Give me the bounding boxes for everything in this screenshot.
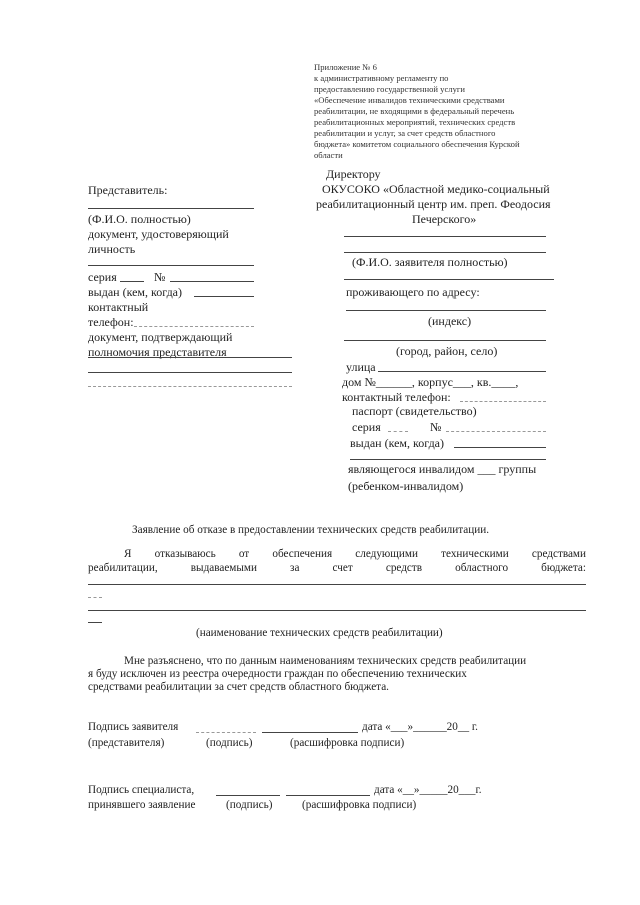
appendix-number: Приложение № 6 [314,62,377,72]
specialist-date: дата «__»_____20___г. [374,784,482,796]
explanation-line: средствами реабилитации за счет средств областного бюджета. [88,681,389,693]
residing-label: проживающего по адресу: [346,285,480,299]
series-label: серия [352,420,381,434]
appendix-line: области [314,150,343,160]
applicant-decode-line [262,732,358,733]
contact-label: контактный [88,300,149,314]
addressee-org: Печерского» [412,212,477,226]
authority-line [88,357,292,358]
id-doc-label: личность [88,242,136,256]
child-invalid-label: (ребенком-инвалидом) [348,479,464,493]
authority-line-2 [88,372,292,373]
appendix-line: реабилитационных мероприятий, технических средств [314,117,516,127]
applicant-signature-label: Подпись заявителя [88,721,179,733]
series-line [388,431,408,432]
representative-fio-caption: (Ф.И.О. полностью) [88,212,191,226]
index-caption: (индекс) [428,314,472,328]
index-line [346,310,546,311]
equipment-caption: (наименование технических средств реабилитации) [196,627,443,639]
representative-label: Представитель: [88,183,168,197]
appendix-line: к административному регламенту по [314,73,449,83]
authority-line-3 [88,386,292,387]
representative-caption: (представителя) [88,737,165,749]
rep-number-label: № [154,270,166,284]
appendix-line: «Обеспечение инвалидов техническими средствами [314,95,505,105]
applicant-sign-caption: (подпись) [206,737,253,749]
explanation-line: Мне разъяснено, что по данным наименованиям технических средств реабилитации [124,655,527,667]
appendix-line: реабилитации и услуг, за счет средств областного [314,128,496,138]
statement-line-2: реабилитации, выдаваемыми за счет средств областного бюджета: [88,562,586,574]
applicant-fio-line [344,252,546,253]
appendix-line: реабилитации, не входящими в федеральный перечень [314,106,515,116]
number-line [446,431,546,432]
equipment-line [88,610,586,611]
invalid-group-label: являющегося инвалидом ___ группы [348,462,537,476]
street-line [378,371,546,372]
authority-label: полномочия представителя [88,345,227,359]
id-doc-label: документ, удостоверяющий [88,227,229,241]
applicant-fio-line [344,279,554,280]
statement-line-1: Я отказываюсь от обеспечения следующими техническими средствами [124,548,586,560]
id-doc-line [88,265,254,266]
specialist-decode-caption: (расшифровка подписи) [302,799,417,811]
specialist-signature-label-2: принявшего заявление [88,799,196,811]
applicant-sign-line [196,732,256,733]
addressee-org: реабилитационный центр им. преп. Феодосия [316,197,551,211]
street-label: улица [346,360,376,374]
explanation-line: я буду исключен из реестра очередности граждан по обеспечению технических [88,668,467,680]
specialist-decode-line [286,795,370,796]
rep-phone-line [134,326,254,327]
authority-label: документ, подтверждающий [88,330,233,344]
city-line [344,340,546,341]
city-caption: (город, район, село) [396,344,498,358]
house-label: дом №______, корпус___, кв.____, [342,375,519,389]
rep-issued-label: выдан (кем, когда) [88,285,183,299]
number-label: № [430,420,442,434]
rep-number-line [170,281,254,282]
statement-title: Заявление об отказе в предоставлении технических средств реабилитации. [132,524,489,536]
equipment-line-short [88,622,102,623]
applicant-date: дата «___»______20__ г. [362,721,478,733]
issued-line [454,447,546,448]
specialist-sign-caption: (подпись) [226,799,273,811]
applicant-fio-line [344,236,546,237]
appendix-line: бюджета» комитетом социального обеспечения Курской [314,139,520,149]
rep-issued-line [194,296,254,297]
specialist-sign-line [216,795,280,796]
equipment-line [88,584,586,585]
phone-line [460,401,546,402]
addressee-title: Директору [326,167,381,181]
applicant-decode-caption: (расшифровка подписи) [290,737,405,749]
specialist-signature-label: Подпись специалиста, [88,784,195,796]
appendix-line: предоставлению государственной услуги [314,84,465,94]
rep-phone-label: телефон: [88,315,134,329]
issued-line-2 [350,459,546,460]
representative-fio-line [88,208,254,209]
phone-label: контактный телефон: [342,390,451,404]
rep-series-label: серия [88,270,117,284]
equipment-line-short [88,597,102,598]
issued-label: выдан (кем, когда) [350,436,445,450]
rep-series-line [120,281,144,282]
passport-label: паспорт (свидетельство) [352,404,477,418]
addressee-org: ОКУСОКО «Областной медико-социальный [322,182,550,196]
applicant-fio-caption: (Ф.И.О. заявителя полностью) [352,255,508,269]
